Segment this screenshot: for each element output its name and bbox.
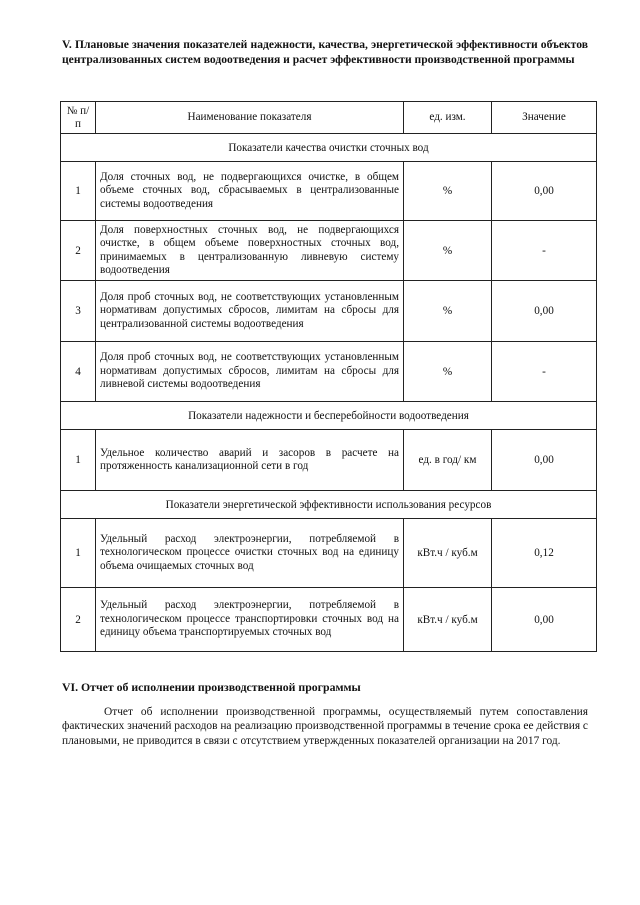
table-header-row bbox=[61, 102, 597, 134]
section-title: Показатели качества очистки сточных вод bbox=[61, 134, 597, 162]
indicator-value: - bbox=[492, 221, 597, 281]
indicator-name: Доля проб сточных вод, не соответствующих установленным нормативам допустимых сбросов, лимитам на сбросы для ливневой системы водоотведения bbox=[96, 342, 404, 402]
unit: % bbox=[404, 281, 492, 342]
indicator-value: 0,00 bbox=[492, 430, 597, 491]
indicators-table bbox=[60, 101, 597, 652]
indicator-value: 0,00 bbox=[492, 588, 597, 652]
section-6-heading: VI. Отчет об исполнении производственной программы bbox=[62, 680, 361, 694]
indicator-name: Доля поверхностных сточных вод, не подвергающихся очистке, в общем объеме поверхностных сточных вод, принимаемых в централизованную ливневую систему водоотведения bbox=[96, 221, 404, 281]
unit: ед. в год/ км bbox=[404, 430, 492, 491]
indicator-name: Доля сточных вод, не подвергающихся очистке, в общем объеме сточных вод, сбрасываемых в централизованные системы водоотведения bbox=[96, 162, 404, 221]
indicator-value: 0,00 bbox=[492, 281, 597, 342]
table-row bbox=[61, 221, 597, 281]
header-unit: ед. изм. bbox=[404, 102, 492, 134]
row-number: 2 bbox=[61, 221, 96, 281]
section-title: Показатели энергетической эффективности использования ресурсов bbox=[61, 491, 597, 519]
indicator-value: 0,12 bbox=[492, 519, 597, 588]
unit: % bbox=[404, 342, 492, 402]
table-row bbox=[61, 430, 597, 491]
unit: кВт.ч / куб.м bbox=[404, 588, 492, 652]
table-row bbox=[61, 281, 597, 342]
section-title: Показатели надежности и бесперебойности водоотведения bbox=[61, 402, 597, 430]
table-row bbox=[61, 162, 597, 221]
header-value: Значение bbox=[492, 102, 597, 134]
indicator-value: - bbox=[492, 342, 597, 402]
row-number: 1 bbox=[61, 519, 96, 588]
header-num: № п/п bbox=[61, 102, 96, 134]
section-5-heading: V. Плановые значения показателей надежности, качества, энергетической эффективности объектов централизованных систем водоотведения и расчет эффективности производственной программы bbox=[62, 38, 588, 66]
section-6-paragraph: Отчет об исполнении производственной программы, осуществляемый путем сопоставления фактических значений расходов на реализацию производственной программы в течение срока ее действия с плановыми, не приводится в связи с отсутствием утвержденных показателей организации на 2017 год. bbox=[62, 706, 588, 747]
unit: кВт.ч / куб.м bbox=[404, 519, 492, 588]
row-number: 4 bbox=[61, 342, 96, 402]
indicator-name: Удельный расход электроэнергии, потребляемой в технологическом процессе транспортировки сточных вод на единицу объема транспортируемых сточных вод bbox=[96, 588, 404, 652]
row-number: 1 bbox=[61, 162, 96, 221]
header-name: Наименование показателя bbox=[96, 102, 404, 134]
indicator-name: Удельный расход электроэнергии, потребляемой в технологическом процессе очистки сточных вод на единицу объема очищаемых сточных вод bbox=[96, 519, 404, 588]
indicator-value: 0,00 bbox=[492, 162, 597, 221]
row-number: 3 bbox=[61, 281, 96, 342]
indicator-name: Удельное количество аварий и засоров в расчете на протяженность канализационной сети в год bbox=[96, 430, 404, 491]
unit: % bbox=[404, 221, 492, 281]
row-number: 1 bbox=[61, 430, 96, 491]
table-row bbox=[61, 588, 597, 652]
table-row bbox=[61, 342, 597, 402]
table-row bbox=[61, 519, 597, 588]
row-number: 2 bbox=[61, 588, 96, 652]
section-title-row bbox=[61, 491, 597, 519]
unit: % bbox=[404, 162, 492, 221]
section-title-row bbox=[61, 402, 597, 430]
indicator-name: Доля проб сточных вод, не соответствующих установленным нормативам допустимых сбросов, лимитам на сбросы для централизованной системы водоотведения bbox=[96, 281, 404, 342]
section-title-row bbox=[61, 134, 597, 162]
